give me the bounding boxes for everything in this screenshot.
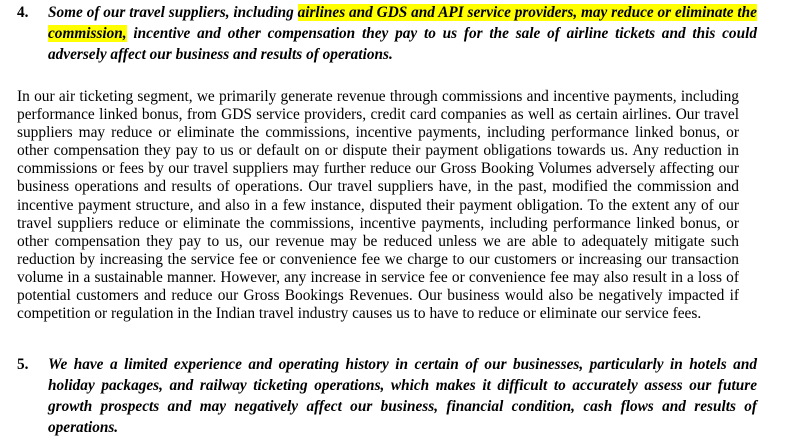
risk-factor-4-number: 4. xyxy=(17,4,29,21)
risk-factor-5-number: 5. xyxy=(17,356,29,373)
body-paragraph: In our air ticketing segment, we primarily generate revenue through commissions and incentive payments, including performance linked bonus, from GDS service providers, credit card companies as well as certain airlines. Our travel suppliers may reduce or eliminate the commissions, incentive payments, including performance linked bonus, or other compensation they pay to us or default on or dispute their payment obligations towards us. Any reduction in commissions or fees by our travel suppliers may further reduce our Gross Booking Volumes adversely affecting our business operations and results of operations. Our travel suppliers have, in the past, modified the commission and incentive payment structure, and also in a few instance, disputed their payment obligation. To the extent any of our travel suppliers reduce or eliminate the commissions, incentive payments, including performance linked bonus, or other compensation they pay to us, our revenue may be reduced unless we are able to adequately mitigate such reduction by increasing the service fee or convenience fee we charge to our customers or increasing our transaction volume in a sustainable manner. However, any increase in service fee or convenience fee may also result in a loss of potential customers and reduce our Gross Bookings Revenues. Our business would also be negatively impacted if competition or regulation in the Indian travel industry causes us to have to reduce or eliminate our service fees. xyxy=(17,88,739,323)
risk-factor-5-heading xyxy=(17,354,757,438)
highlighted-text: airlines and GDS and API service providers, may reduce or eliminate the commission, xyxy=(48,4,757,42)
risk-factor-4-text-start: Some of our travel suppliers, including xyxy=(48,4,298,21)
risk-factor-4-text xyxy=(48,2,757,65)
risk-factor-4-text-end: incentive and other compensation they pay to us for the sale of airline tickets and this could adversely affect our business and results of operations. xyxy=(48,25,757,63)
risk-factor-5-text: We have a limited experience and operating history in certain of our businesses, particularly in hotels and holiday packages, and railway ticketing operations, which makes it difficult to accurately assess our future growth prospects and may negatively affect our business, financial condition, cash flows and results of operations. xyxy=(48,356,757,436)
risk-factor-4-heading xyxy=(17,2,757,65)
